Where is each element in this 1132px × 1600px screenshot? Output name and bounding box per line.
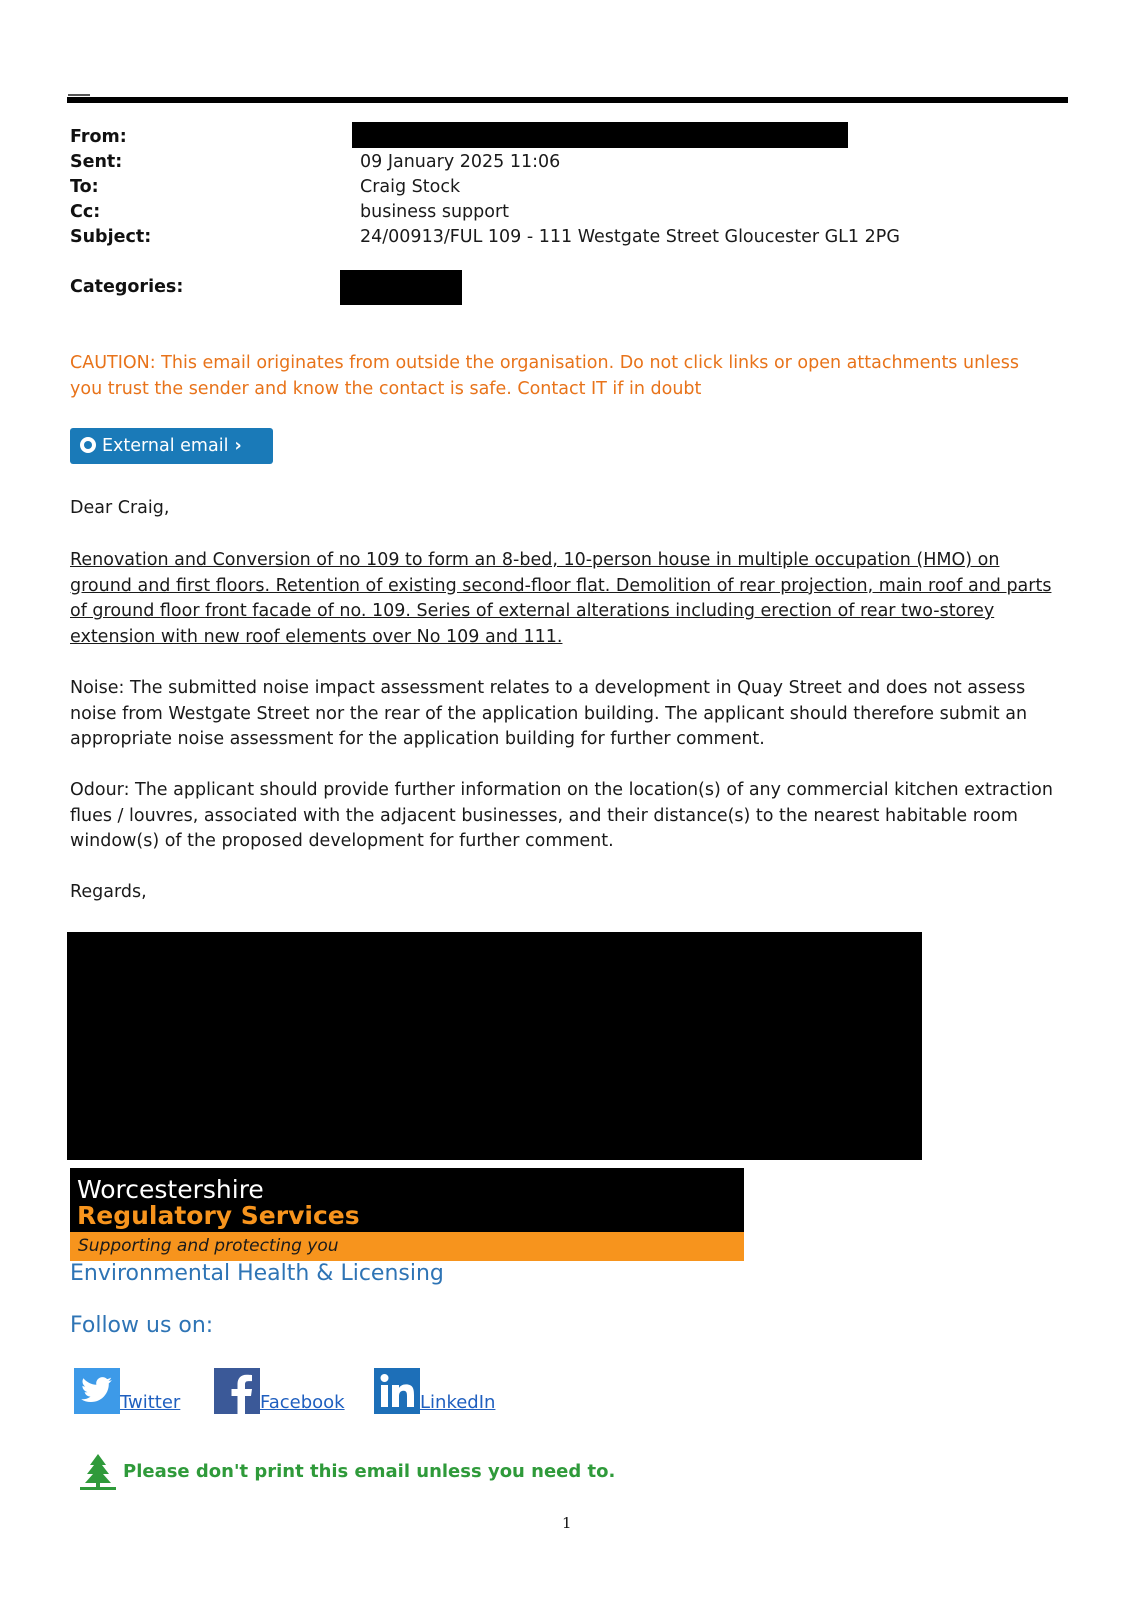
top-rule <box>67 97 1068 103</box>
follow-us-label: Follow us on: <box>70 1313 214 1338</box>
sent-label: Sent: <box>70 152 123 172</box>
corner-mark <box>68 94 90 96</box>
tree-icon <box>78 1452 118 1492</box>
categories-redaction <box>340 270 462 305</box>
twitter-label: Twitter <box>120 1392 181 1413</box>
chevron-right-icon: › <box>234 436 242 456</box>
cc-label: Cc: <box>70 202 101 222</box>
page-number: 1 <box>562 1514 572 1532</box>
external-email-label: External email <box>102 436 229 456</box>
subject-value: 24/00913/FUL 109 - 111 Westgate Street Gloucester GL1 2PG <box>360 227 900 247</box>
sent-value: 09 January 2025 11:06 <box>360 152 561 172</box>
twitter-icon <box>74 1368 120 1414</box>
facebook-icon <box>214 1368 260 1414</box>
logo-line2: Regulatory Services <box>77 1201 360 1230</box>
linkedin-icon <box>374 1368 420 1414</box>
to-label: To: <box>70 177 99 197</box>
logo-tagline: Supporting and protecting you <box>78 1236 339 1256</box>
odour-paragraph: Odour: The applicant should provide further information on the location(s) of any commercial kitchen extraction flues / louvres, associated with the adjacent businesses, and their distance(s) to the nearest habitable room window(s) of the proposed development for further comment. <box>70 780 1053 851</box>
to-value: Craig Stock <box>360 177 461 197</box>
from-label: From: <box>70 127 127 147</box>
facebook-label: Facebook <box>260 1392 345 1413</box>
print-note-text: Please don't print this email unless you need to. <box>123 1461 616 1482</box>
categories-label: Categories: <box>70 277 184 297</box>
external-email-icon <box>80 437 96 453</box>
caution-notice: CAUTION: This email originates from outside the organisation. Do not click links or open attachments unless you trust the sender and know the contact is safe. Contact IT if in doubt <box>70 353 1020 399</box>
external-email-button[interactable] <box>70 428 273 464</box>
wrs-logo <box>70 1168 744 1261</box>
greeting: Dear Craig, <box>70 498 170 518</box>
noise-paragraph: Noise: The submitted noise impact assessment relates to a development in Quay Street and does not assess noise from Westgate Street nor the rear of the application building. The applicant should therefore submit an appropriate noise assessment for the application building for further comment. <box>70 678 1028 749</box>
department-name: Environmental Health & Licensing <box>70 1261 444 1286</box>
linkedin-label: LinkedIn <box>420 1392 496 1413</box>
signoff: Regards, <box>70 882 147 902</box>
cc-value: business support <box>360 202 510 222</box>
from-redaction <box>352 122 848 148</box>
subject-label: Subject: <box>70 227 152 247</box>
logo-line1: Worcestershire <box>77 1175 264 1204</box>
proposal-description: Renovation and Conversion of no 109 to form an 8-bed, 10-person house in multiple occupation (HMO) on ground and first floors. Retention of existing second-floor flat. Demolition of rear projection, main roof and parts of ground floor front facade of no. 109. Series of external alterations including erection of rear two-storey extension with new roof elements over No 109 and 111. <box>70 550 1052 647</box>
signature-redaction <box>67 932 922 1160</box>
